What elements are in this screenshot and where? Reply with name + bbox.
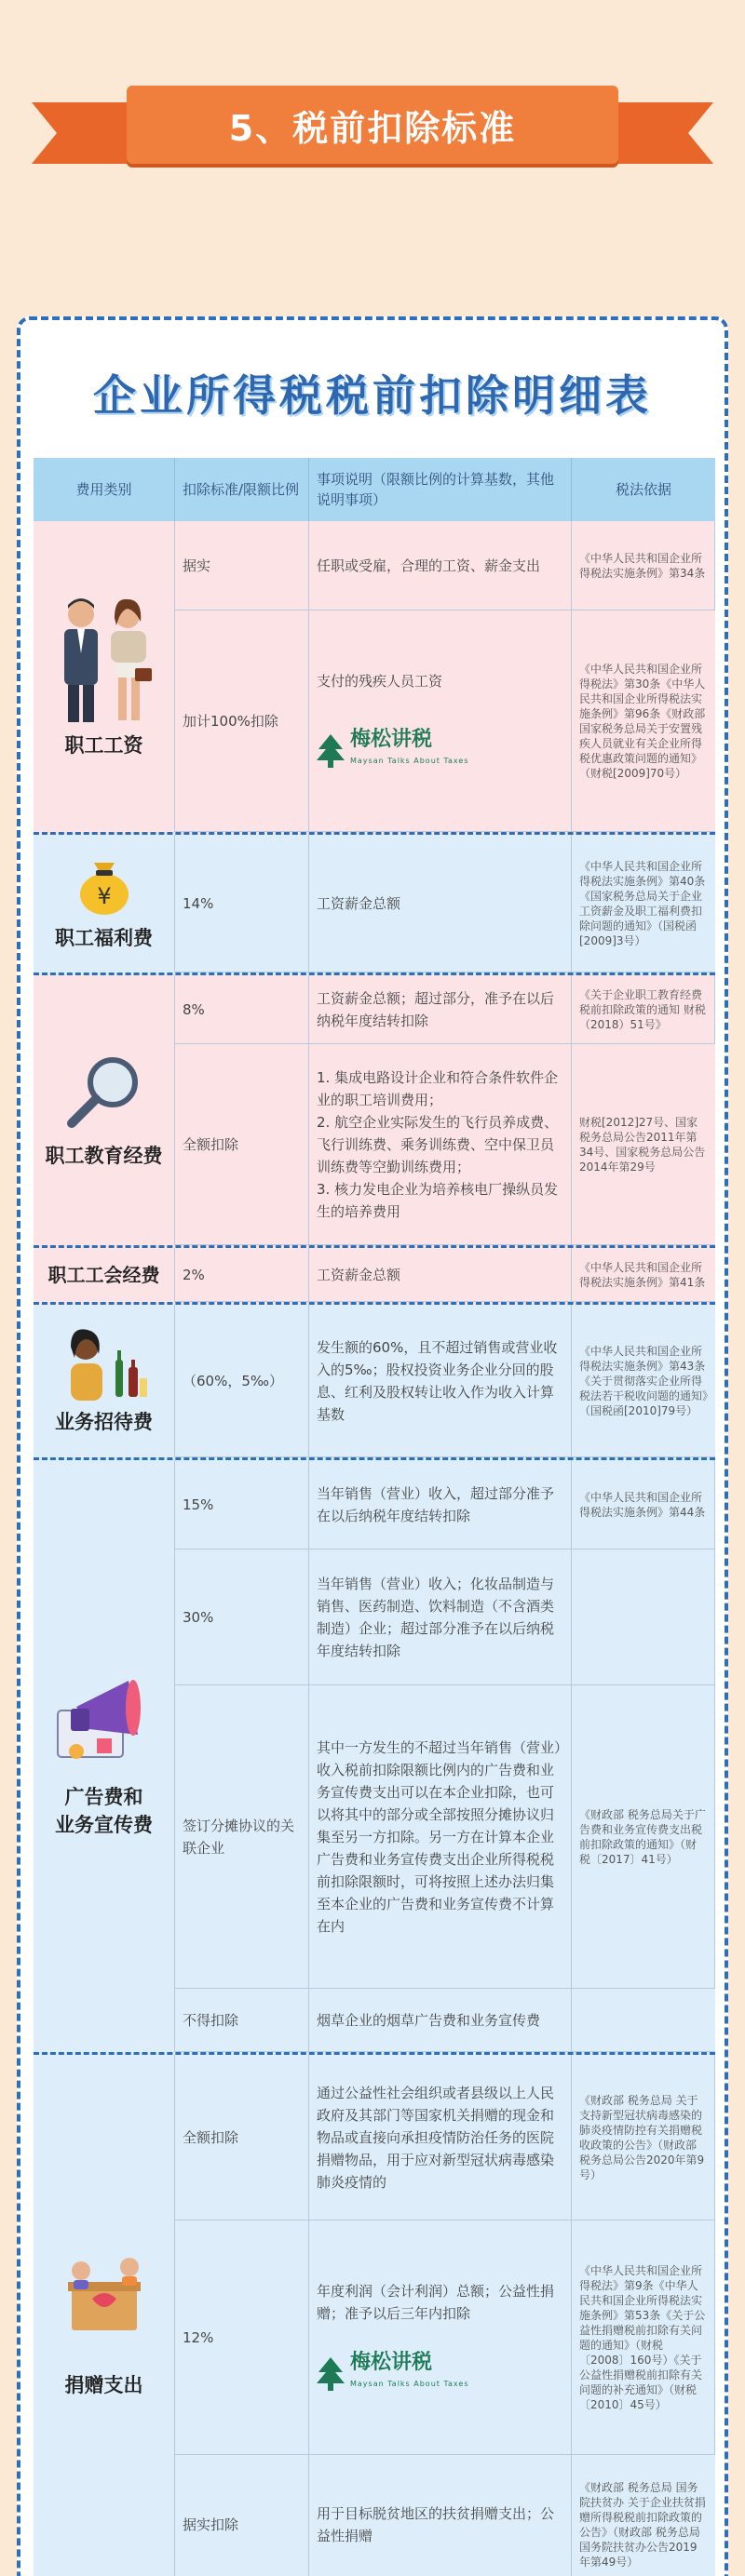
- table-header: [34, 458, 715, 521]
- standard-cell: 14%: [175, 835, 309, 973]
- description-cell: 用于目标脱贫地区的扶贫捐赠支出；公益性捐赠: [309, 2455, 572, 2576]
- section-rows: [175, 2055, 715, 2576]
- host-with-drinks-icon: [58, 1326, 151, 1401]
- page-title: 5、税前扣除标准: [228, 107, 517, 149]
- description-text: 支付的残疾人员工资: [317, 672, 443, 690]
- magnifier-icon: [62, 1051, 146, 1134]
- description-cell: 其中一方发生的不超过当年销售（营业）收入税前扣除限额比例内的广告费和业务宣传费支出可以在本企业扣除，也可以将其中的部分或全部按照分摊协议归集至另一方扣除。另一方在计算本企业广告费和业务宣传费支出企业所得税税前扣除限额时，可将按照上述办法归集至本企业的广告费和业务宣传费不计算在内: [309, 1685, 572, 1989]
- card-title-box: [32, 344, 713, 441]
- category-name: 业务招待费: [55, 1411, 153, 1433]
- category-cell: [34, 2055, 175, 2576]
- description-cell: 任职或受雇，合理的工资、薪金支出: [309, 521, 572, 610]
- basis-cell: 《财政部 税务总局 国务院扶贫办 关于企业扶贫捐赠所得税税前扣除政策的公告》（财政部 税务总局 国务院扶贫办公告2019年第49号）: [572, 2455, 715, 2576]
- category-cell: [34, 975, 175, 1245]
- description-cell: 工资薪金总额: [309, 1248, 572, 1302]
- category-name: 捐赠支出: [64, 2374, 143, 2396]
- standard-cell: 不得扣除: [175, 1989, 309, 2052]
- basis-cell: 《中华人民共和国企业所得税法实施条例》第43条《关于贯彻落实企业所得税法若干税收问题的通知》（国税函[2010]79号）: [572, 1305, 715, 1457]
- section-union: [34, 1248, 715, 1305]
- header-basis: 税法依据: [572, 458, 715, 521]
- business-people-icon: [49, 594, 159, 724]
- watermark-name: 梅松讲税: [350, 2350, 433, 2374]
- standard-cell: 8%: [175, 975, 309, 1044]
- header-standard: 扣除标准/限额比例: [175, 458, 309, 521]
- watermark: [317, 2350, 469, 2395]
- basis-cell: 《中华人民共和国企业所得税法实施条例》第40条《国家税务总局关于企业工资薪金及职工福利费扣除问题的通知》（国税函[2009]3号）: [572, 835, 715, 973]
- section-advertising: [34, 1460, 715, 2055]
- basis-cell: 《关于企业职工教育经费税前扣除政策的通知 财税（2018）51号》: [572, 975, 715, 1044]
- basis-cell: 《财政部 税务总局 关于支持新型冠状病毒感染的肺炎疫情防控有关捐赠税收政策的公告》（财政部 税务总局公告2020年第9号）: [572, 2055, 715, 2220]
- deduction-table: [34, 458, 715, 2576]
- section-donation: [34, 2055, 715, 2576]
- basis-cell: [572, 1550, 715, 1685]
- category-name: 职工教育经费: [45, 1145, 163, 1167]
- section-wages: [34, 521, 715, 835]
- standard-cell: 全额扣除: [175, 1044, 309, 1245]
- standard-cell: 15%: [175, 1460, 309, 1550]
- standard-cell: 全额扣除: [175, 2055, 309, 2220]
- standard-cell: 30%: [175, 1550, 309, 1685]
- basis-cell: 《中华人民共和国企业所得税法》第9条《中华人民共和国企业所得税法实施条例》第53条《关于公益性捐赠税前扣除有关问题的通知》（财税〔2008〕160号）《关于公益性捐赠税前扣除有关问题的补充通知》（财税〔2010〕45号）: [572, 2220, 715, 2455]
- section-education: [34, 975, 715, 1248]
- description-cell: 当年销售（营业）收入，超过部分准予在以后纳税年度结转扣除: [309, 1460, 572, 1550]
- basis-cell: 《中华人民共和国企业所得税法实施条例》第34条: [572, 521, 715, 610]
- section-rows: [175, 1305, 715, 1457]
- donation-box-icon: [53, 2250, 156, 2334]
- section-welfare: [34, 835, 715, 975]
- description-cell: 工资薪金总额；超过部分，准予在以后纳税年度结转扣除: [309, 975, 572, 1044]
- category-name: 职工福利费: [55, 927, 153, 949]
- category-cell: [34, 835, 175, 973]
- ribbon-banner: [127, 86, 618, 164]
- section-rows: [175, 1460, 715, 2052]
- standard-cell: 签订分摊协议的关联企业: [175, 1685, 309, 1989]
- watermark-sub: Maysan Talks About Taxes: [350, 756, 469, 765]
- pine-tree-icon: [317, 734, 345, 768]
- basis-cell: 《中华人民共和国企业所得税法》第30条《中华人民共和国企业所得税法实施条例》第96条《财政部国家税务总局关于安置残疾人员就业有关企业所得税优惠政策问题的通知》（财税[2009]70号）: [572, 610, 715, 832]
- watermark-name: 梅松讲税: [350, 727, 433, 751]
- deduction-card: [17, 316, 728, 2576]
- description-cell: 发生额的60%，且不超过销售或营业收入的5‰；股权投资业务企业分回的股息、红利及股权转让收入作为收入计算基数: [309, 1305, 572, 1457]
- standard-cell: （60%，5‰）: [175, 1305, 309, 1457]
- category-cell: [34, 1248, 175, 1302]
- card-title: 企业所得税税前扣除明细表: [93, 370, 652, 421]
- description-cell: 工资薪金总额: [309, 835, 572, 973]
- megaphone-icon: [48, 1673, 160, 1776]
- section-rows: [175, 1248, 715, 1302]
- category-cell: [34, 521, 175, 832]
- description-text: 年度利润（会计利润）总额；公益性捐赠；准予以后三年内扣除: [317, 2282, 555, 2322]
- description-cell: 当年销售（营业）收入；化妆品制造与销售、医药制造、饮料制造（不含酒类制造）企业；超过部分准予在以后纳税年度结转扣除: [309, 1550, 572, 1685]
- category-cell: [34, 1460, 175, 2052]
- basis-cell: 《财政部 税务总局关于广告费和业务宣传费支出税前扣除政策的通知》（财税〔2017〕41号）: [572, 1685, 715, 1989]
- description-cell: [309, 2220, 572, 2455]
- standard-cell: 加计100%扣除: [175, 610, 309, 832]
- watermark: [317, 727, 469, 772]
- pine-tree-icon: [317, 2357, 345, 2391]
- category-cell: [34, 1305, 175, 1457]
- standard-cell: 2%: [175, 1248, 309, 1302]
- basis-cell: 《中华人民共和国企业所得税法实施条例》第44条: [572, 1460, 715, 1550]
- description-cell: 烟草企业的烟草广告费和业务宣传费: [309, 1989, 572, 2052]
- standard-cell: 12%: [175, 2220, 309, 2455]
- category-name: 广告费和 业务宣传费: [55, 1786, 153, 1836]
- basis-cell: 财税[2012]27号、国家税务总局公告2011年第34号、国家税务总局公告2014年第29号: [572, 1044, 715, 1245]
- header-category: 费用类别: [34, 458, 175, 521]
- category-name: 职工工会经费: [47, 1264, 160, 1286]
- basis-cell: [572, 1989, 715, 2052]
- basis-cell: 《中华人民共和国企业所得税法实施条例》第41条: [572, 1248, 715, 1302]
- description-cell: 通过公益性社会组织或者县级以上人民政府及其部门等国家机关捐赠的现金和物品或直接向承担疫情防治任务的医院捐赠物品，用于应对新型冠状病毒感染肺炎疫情的: [309, 2055, 572, 2220]
- section-rows: [175, 975, 715, 1245]
- watermark-sub: Maysan Talks About Taxes: [350, 2379, 469, 2388]
- standard-cell: 据实: [175, 521, 309, 610]
- standard-cell: 据实扣除: [175, 2455, 309, 2576]
- header-description: 事项说明（限额比例的计算基数，其他说明事项）: [309, 458, 572, 521]
- category-name: 职工工资: [64, 734, 143, 757]
- section-rows: [175, 835, 715, 973]
- description-cell: [309, 610, 572, 832]
- header-ribbon: [0, 0, 745, 270]
- section-rows: [175, 521, 715, 832]
- description-cell: 1. 集成电路设计企业和符合条件软件企业的职工培训费用； 2. 航空企业实际发生的飞行员养成费、飞行训练费、乘务训练费、空中保卫员训练费等空勤训练费用； 3. 核力发电企业为培养核电厂操纵员发生的培养费用: [309, 1044, 572, 1245]
- section-entertainment: [34, 1305, 715, 1460]
- svg-text:¥: ¥: [96, 883, 112, 909]
- money-bag-icon: [72, 855, 137, 917]
